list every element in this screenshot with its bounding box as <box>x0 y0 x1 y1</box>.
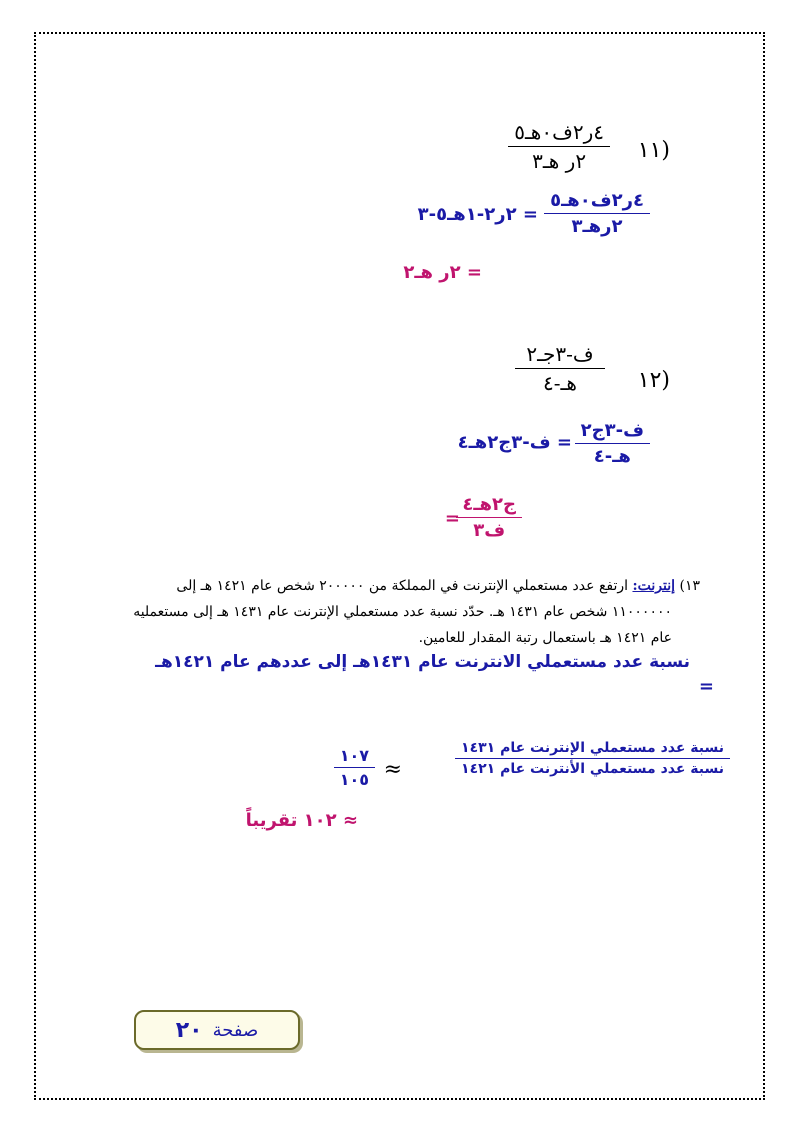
problem-12-step1-numerator: ف-٣ج٢ <box>580 420 644 441</box>
problem-11-step2-result: = ٢ر هـ٢ <box>403 262 482 283</box>
problem-13-ratio-denominator: نسبة عدد مستعملي الأنترنت عام ١٤٢١ <box>461 761 724 777</box>
problem-11-step1-fraction <box>544 190 650 237</box>
problem-13-ratio-numerator: نسبة عدد مستعملي الإنترنت عام ١٤٣١ <box>461 740 724 756</box>
problem-13-ratio-fraction <box>455 740 730 777</box>
problem-13-number: ١٣) <box>679 578 700 594</box>
problem-11-number: (١١ <box>637 138 670 163</box>
problem-13-text-line3: عام ١٤٢١ هـ باستعمال رتبة المقدار للعامين. <box>418 630 672 646</box>
problem-12-step1-result: = ف-٣ج٢هـ٤ <box>457 432 572 453</box>
problem-13-approx-denominator: ١٠٥ <box>339 770 369 789</box>
problem-12-step2-denominator: ف٣ <box>473 520 506 541</box>
problem-12-step2-numerator: ج٢هـ٤ <box>462 494 516 515</box>
problem-11-step1-numerator: ٤ر٢ف٠هـ٥ <box>550 190 644 211</box>
problem-11-given-denominator: ٢ر هـ٣ <box>532 149 587 173</box>
page-label: صفحة <box>212 1019 259 1041</box>
page-border <box>34 32 765 1100</box>
problem-12-given-fraction <box>515 342 605 395</box>
problem-12-step2-equals: = <box>444 508 460 529</box>
problem-12-step1-denominator: هـ-٤ <box>593 446 631 467</box>
problem-11-given-fraction <box>508 120 610 173</box>
problem-13-approx-fraction <box>334 746 375 789</box>
problem-12-given-denominator: هـ-٤ <box>543 371 577 395</box>
problem-13-text-line2: ١١٠٠٠٠٠٠ شخص عام ١٤٣١ هـ. حدّد نسبة عدد مستعملي الإنترنت عام ١٤٣١ هـ إلى مستعمليه <box>133 604 672 620</box>
problem-13-result: ≈ ١٠٢ تقريباً <box>245 810 358 831</box>
problem-13-keyword: إنترنت: <box>632 578 676 594</box>
page-number-badge <box>134 1010 300 1050</box>
problem-11-given-numerator: ٤ر٢ف٠هـ٥ <box>514 120 604 144</box>
problem-13-answer-equals: = <box>698 676 714 697</box>
problem-12-number: (١٢ <box>637 368 670 393</box>
problem-13-line1 <box>176 573 700 599</box>
problem-12-step1-fraction <box>575 420 650 467</box>
problem-12-step2-fraction <box>456 494 522 541</box>
problem-13-approx-numerator: ١٠٧ <box>339 746 369 765</box>
problem-13-text-line1: ارتفع عدد مستعملي الإنترنت في المملكة من ٢٠٠٠٠٠ شخص عام ١٤٢١ هـ إلى <box>176 578 629 594</box>
problem-11-step1-denominator: ٢رهـ٣ <box>571 216 623 237</box>
page-number: ٢٠ <box>175 1017 203 1043</box>
problem-13-approx-symbol: ≈ <box>383 757 402 782</box>
problem-12-given-numerator: ف-٣جـ٢ <box>526 342 594 366</box>
problem-13-answer-heading: نسبة عدد مستعملي الانترنت عام ١٤٣١هـ إلى عددهم عام ١٤٢١هـ <box>155 652 690 672</box>
problem-11-step1-result: = ٢ر٢-١هـ٥-٣ <box>417 204 538 225</box>
